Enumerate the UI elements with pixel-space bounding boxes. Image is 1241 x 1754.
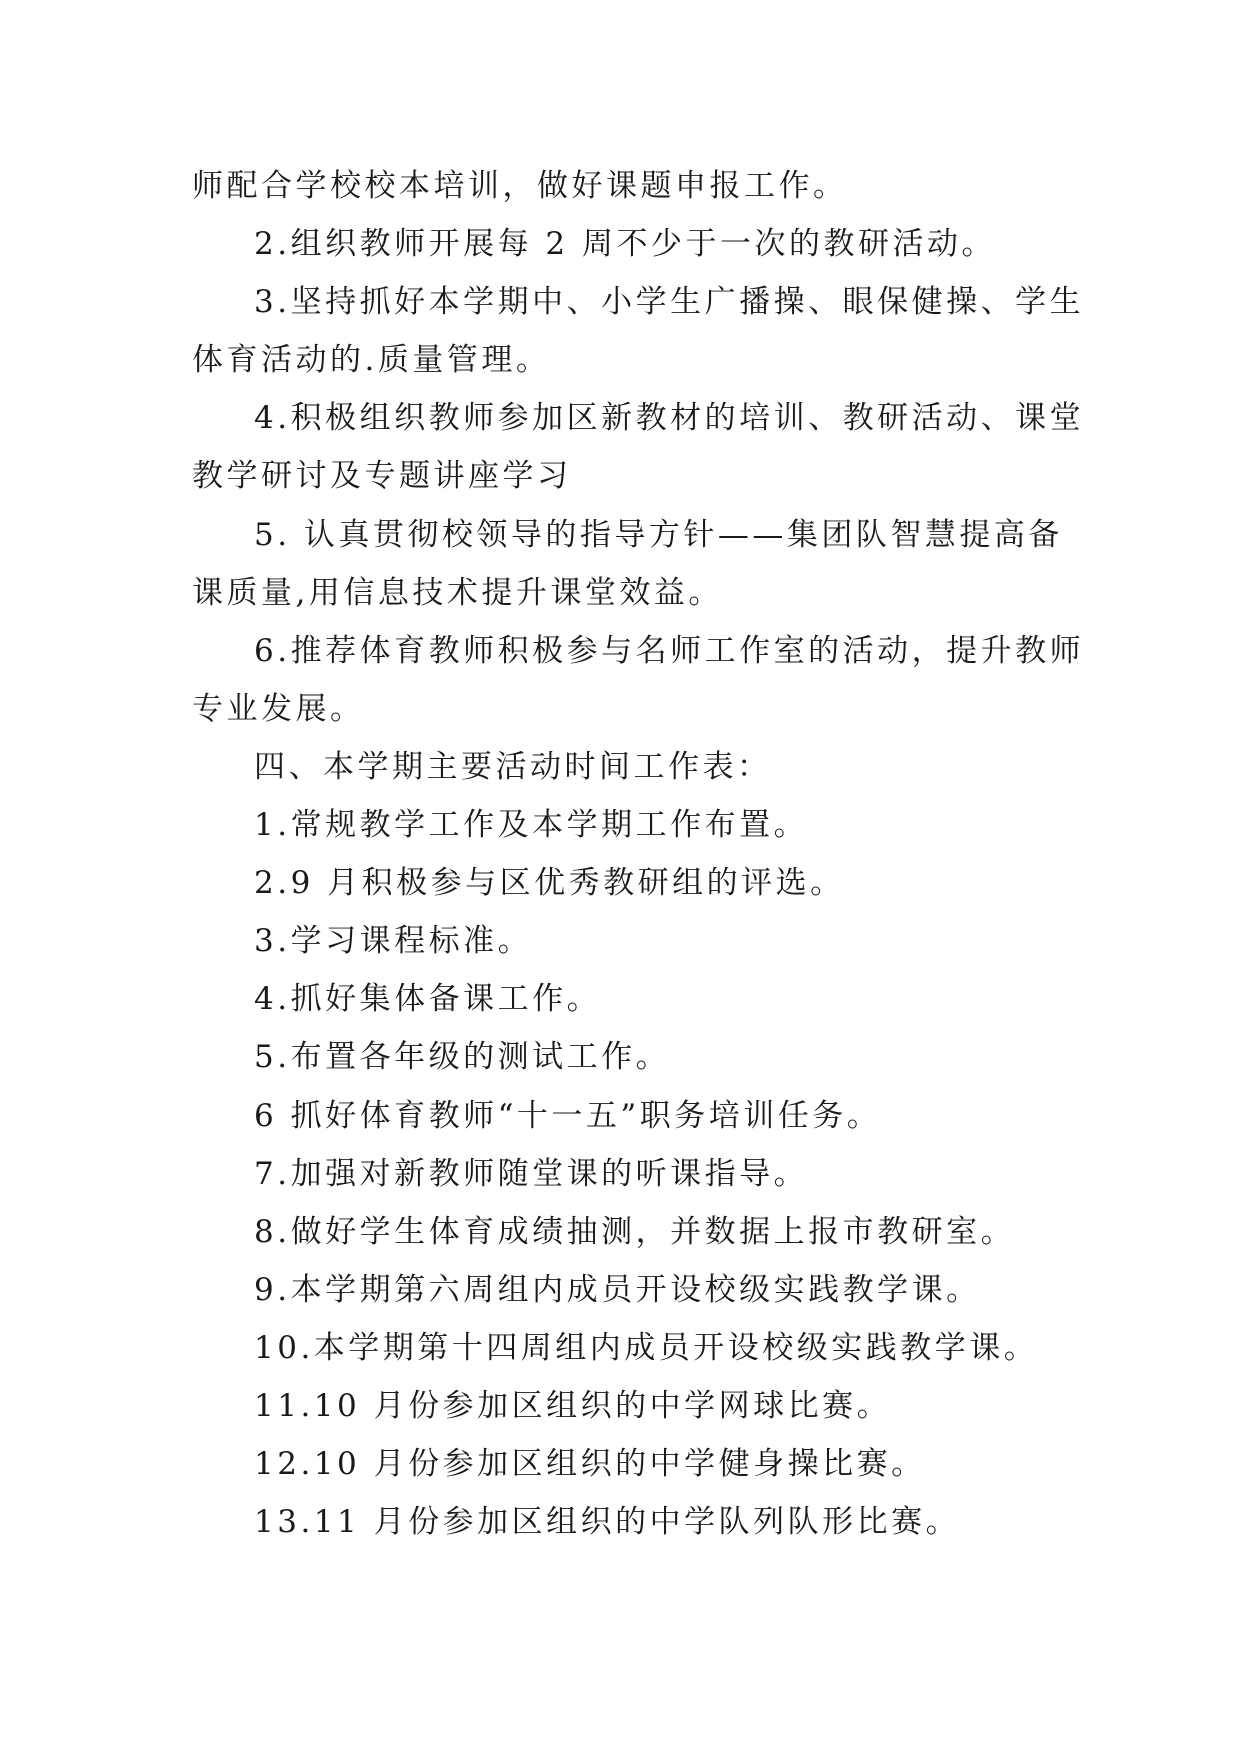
list-item-continuation: 课质量,用信息技术提升课堂效益。 — [192, 574, 723, 611]
list-item: 3.学习课程标准。 — [254, 923, 533, 960]
section-heading: 四、本学期主要活动时间工作表： — [254, 748, 772, 785]
list-item: 1.常规教学工作及本学期工作布置。 — [254, 807, 809, 844]
list-item: 2.9 月积极参与区优秀教研组的评选。 — [254, 865, 845, 902]
list-item: 3.坚持抓好本学期中、小学生广播操、眼保健操、学生 — [254, 284, 1085, 321]
list-item: 7.加强对新教师随堂课的听课指导。 — [254, 1155, 809, 1192]
list-item-continuation: 教学研讨及专题讲座学习 — [192, 458, 572, 495]
paragraph-continuation: 师配合学校校本培训，做好课题申报工作。 — [192, 168, 848, 204]
list-item: 4.积极组织教师参加区新教材的培训、教研活动、课堂 — [254, 400, 1085, 437]
list-item-continuation: 专业发展。 — [192, 690, 365, 727]
list-item: 5.布置各年级的测试工作。 — [254, 1039, 671, 1076]
list-item: 12.10 月份参加区组织的中学健身操比赛。 — [254, 1446, 926, 1483]
list-item: 4.抓好集体备课工作。 — [254, 981, 602, 1018]
list-item: 13.11 月份参加区组织的中学队列队形比赛。 — [254, 1504, 961, 1541]
list-item: 9.本学期第六周组内成员开设校级实践教学课。 — [254, 1271, 981, 1308]
list-item: 5. 认真贯彻校领导的指导方针——集团队智慧提高备 — [254, 516, 1063, 553]
list-item: 10.本学期第十四周组内成员开设校级实践教学课。 — [254, 1329, 1039, 1366]
list-item: 2.组织教师开展每 2 周不少于一次的教研活动。 — [254, 226, 997, 263]
list-item: 6.推荐体育教师积极参与名师工作室的活动，提升教师 — [254, 632, 1085, 669]
list-item: 6 抓好体育教师“十一五”职务培训任务。 — [254, 1097, 882, 1134]
list-item-continuation: 体育活动的.质量管理。 — [192, 342, 551, 379]
body-text — [192, 157, 1085, 1551]
list-item: 11.10 月份参加区组织的中学网球比赛。 — [254, 1387, 892, 1424]
list-item: 8.做好学生体育成绩抽测，并数据上报市教研室。 — [254, 1213, 1016, 1250]
